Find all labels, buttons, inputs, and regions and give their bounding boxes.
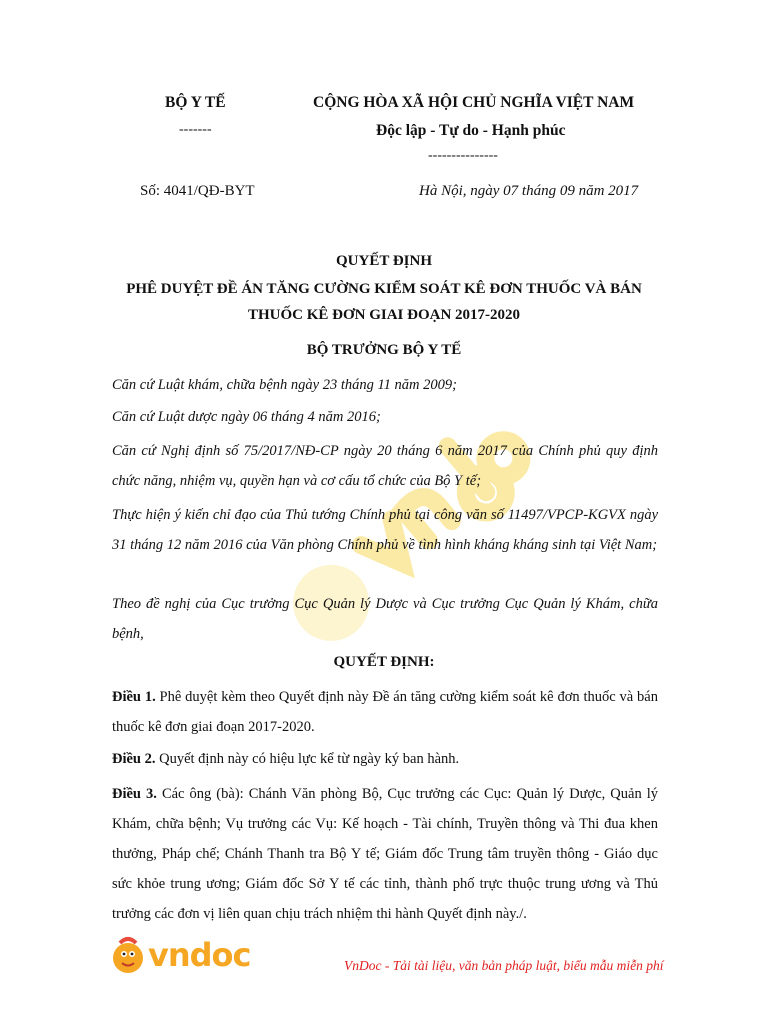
document-number: Số: 4041/QĐ-BYT xyxy=(140,183,255,199)
article-3 xyxy=(112,779,658,929)
article-text: Phê duyệt kèm theo Quyết định này Đề án tăng cường kiểm soát kê đơn thuốc và bán thuốc kê đơn giai đoạn 2017-2020. xyxy=(112,689,658,735)
article-2 xyxy=(112,744,658,774)
preamble-item: Căn cứ Nghị định số 75/2017/NĐ-CP ngày 20 tháng 6 năm 2017 của Chính phủ quy định chức năng, nhiệm vụ, quyền hạn và cơ cấu tổ chức của Bộ Y tế; xyxy=(112,443,658,489)
article-label: Điều 3. xyxy=(112,786,157,802)
decision-title-line-2: THUỐC KÊ ĐƠN GIAI ĐOẠN 2017-2020 xyxy=(247,307,521,323)
country-name: CỘNG HÒA XÃ HỘI CHỦ NGHĨA VIỆT NAM xyxy=(313,94,635,111)
preamble-item: Căn cứ Luật dược ngày 06 tháng 4 năm 2016; xyxy=(112,409,381,425)
vndoc-logo-text: vndoc xyxy=(148,936,251,974)
issuer-title: BỘ TRƯỞNG BỘ Y TẾ xyxy=(306,342,462,358)
preamble-item: Căn cứ Luật khám, chữa bệnh ngày 23 tháng 11 năm 2009; xyxy=(112,377,457,393)
decide-heading: QUYẾT ĐỊNH: xyxy=(333,654,435,670)
article-text: Quyết định này có hiệu lực kể từ ngày ký ban hành. xyxy=(155,751,460,767)
ministry-name: BỘ Y TẾ xyxy=(165,94,226,111)
footer-note: VnDoc - Tải tài liệu, văn bản pháp luật, biểu mẫu miễn phí xyxy=(344,958,664,973)
article-label: Điều 1. xyxy=(112,689,156,705)
article-text: Các ông (bà): Chánh Văn phòng Bộ, Cục trưởng các Cục: Quản lý Dược, Quản lý Khám, chữa bệnh; Vụ trưởng các Vụ: Kế hoạch - Tài chính, Truyền thông và Thi đua khen thưởng, Pháp chế; Chánh Thanh tra Bộ Y tế; Giám đốc Trung tâm truyền thông - Giáo dục sức khỏe trung ương; Giám đốc Sở Y tế các tỉnh, thành phố trực thuộc trung ương và Thủ trưởng các đơn vị liên quan chịu trách nhiệm thi hành Quyết định này./. xyxy=(112,786,659,922)
national-motto: Độc lập - Tự do - Hạnh phúc xyxy=(376,122,566,139)
article-label: Điều 2. xyxy=(112,751,156,767)
decision-heading: QUYẾT ĐỊNH xyxy=(336,253,432,269)
decision-title-line-1: PHÊ DUYỆT ĐỀ ÁN TĂNG CƯỜNG KIỂM SOÁT KÊ ĐƠN THUỐC VÀ BÁN xyxy=(126,281,642,297)
article-1 xyxy=(112,682,658,742)
ministry-divider: ------- xyxy=(179,122,212,137)
motto-divider: --------------- xyxy=(428,148,498,163)
place-and-date: Hà Nội, ngày 07 tháng 09 năm 2017 xyxy=(419,183,639,199)
preamble-item: Thực hiện ý kiến chỉ đạo của Thủ tướng Chính phủ tại công văn số 11497/VPCP-KGVX ngày 31 tháng 12 năm 2016 của Văn phòng Chính phủ về tình hình kháng kháng sinh tại Việt Nam; xyxy=(112,507,658,553)
preamble-item: Theo đề nghị của Cục trưởng Cục Quản lý Dược và Cục trưởng Cục Quản lý Khám, chữa bệnh, xyxy=(112,596,658,642)
